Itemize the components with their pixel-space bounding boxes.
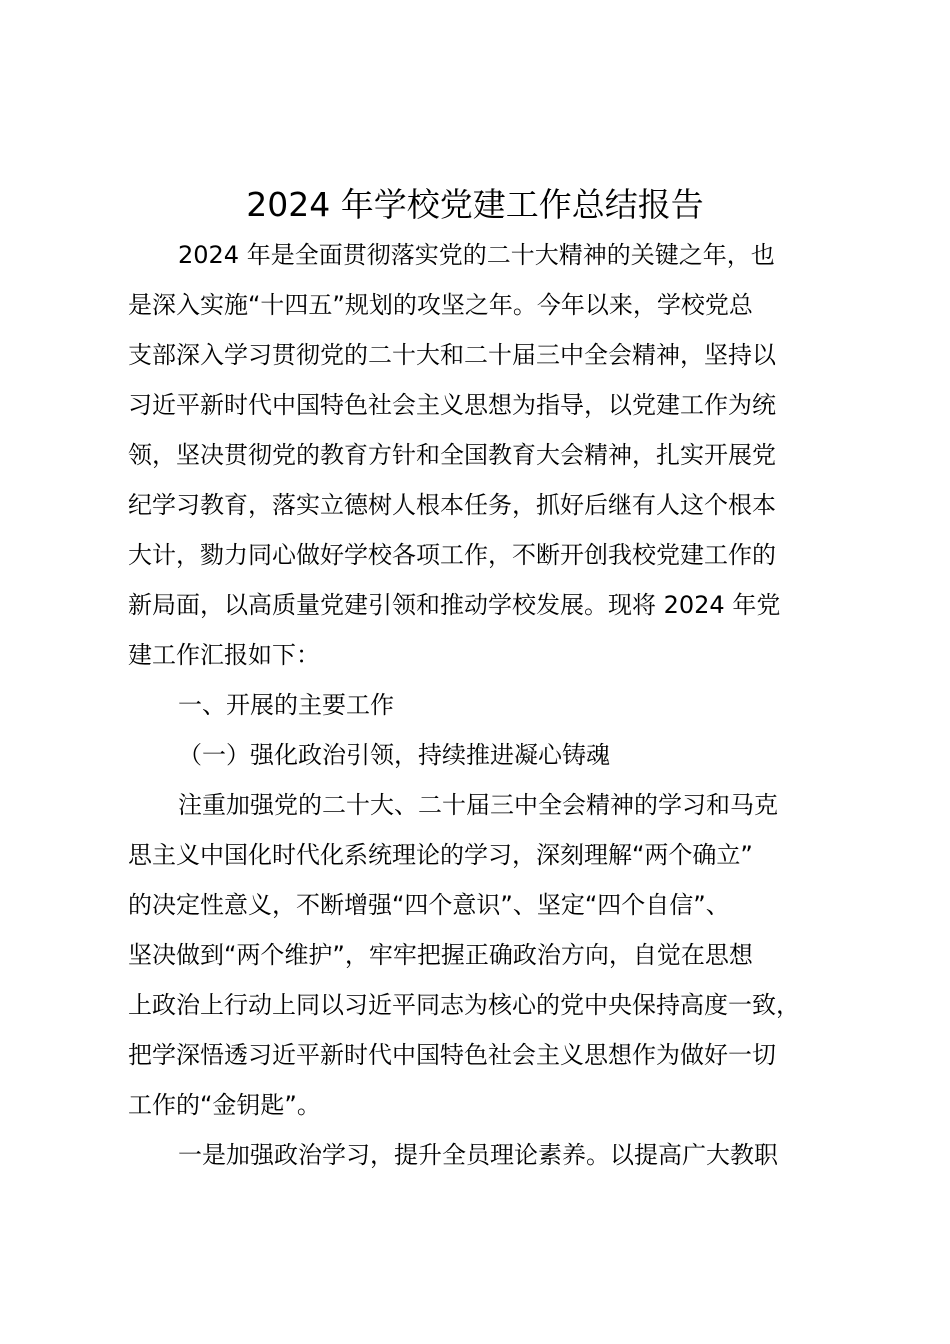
paragraph-line: 新局面，以高质量党建引领和推动学校发展。现将 2024 年党 — [128, 591, 781, 619]
paragraph-line: 2024 年是全面贯彻落实党的二十大精神的关键之年，也 — [178, 241, 775, 269]
paragraph-line: 上政治上行动上同以习近平同志为核心的党中央保持高度一致， — [128, 991, 800, 1019]
paragraph-line: 把学深悟透习近平新时代中国特色社会主义思想作为做好一切 — [128, 1041, 776, 1069]
section-heading: 一、开展的主要工作 — [178, 691, 394, 719]
paragraph-line: 坚决做到“两个维护”，牢牢把握正确政治方向，自觉在思想 — [128, 941, 753, 969]
paragraph-line: 支部深入学习贯彻党的二十大和二十届三中全会精神，坚持以 — [128, 341, 776, 369]
paragraph-line: 建工作汇报如下： — [128, 641, 320, 669]
paragraph-line: 纪学习教育，落实立德树人根本任务，抓好后继有人这个根本 — [128, 491, 776, 519]
paragraph-line: 思主义中国化时代化系统理论的学习，深刻理解“两个确立” — [128, 841, 753, 869]
paragraph-line: 一是加强政治学习，提升全员理论素养。以提高广大教职 — [178, 1141, 778, 1169]
paragraph-line: 的决定性意义，不断增强“四个意识”、坚定“四个自信”、 — [128, 891, 730, 919]
subsection-heading: （一）强化政治引领，持续推进凝心铸魂 — [178, 741, 610, 769]
document-title: 2024 年学校党建工作总结报告 — [246, 185, 704, 224]
paragraph-line: 工作的“金钥匙”。 — [128, 1091, 321, 1119]
paragraph-line: 大计，勠力同心做好学校各项工作，不断开创我校党建工作的 — [128, 541, 776, 569]
paragraph-line: 注重加强党的二十大、二十届三中全会精神的学习和马克 — [178, 791, 778, 819]
paragraph-line: 领，坚决贯彻党的教育方针和全国教育大会精神，扎实开展党 — [128, 441, 776, 469]
paragraph-line: 习近平新时代中国特色社会主义思想为指导，以党建工作为统 — [128, 391, 776, 419]
paragraph-line: 是深入实施“十四五”规划的攻坚之年。今年以来，学校党总 — [128, 291, 753, 319]
